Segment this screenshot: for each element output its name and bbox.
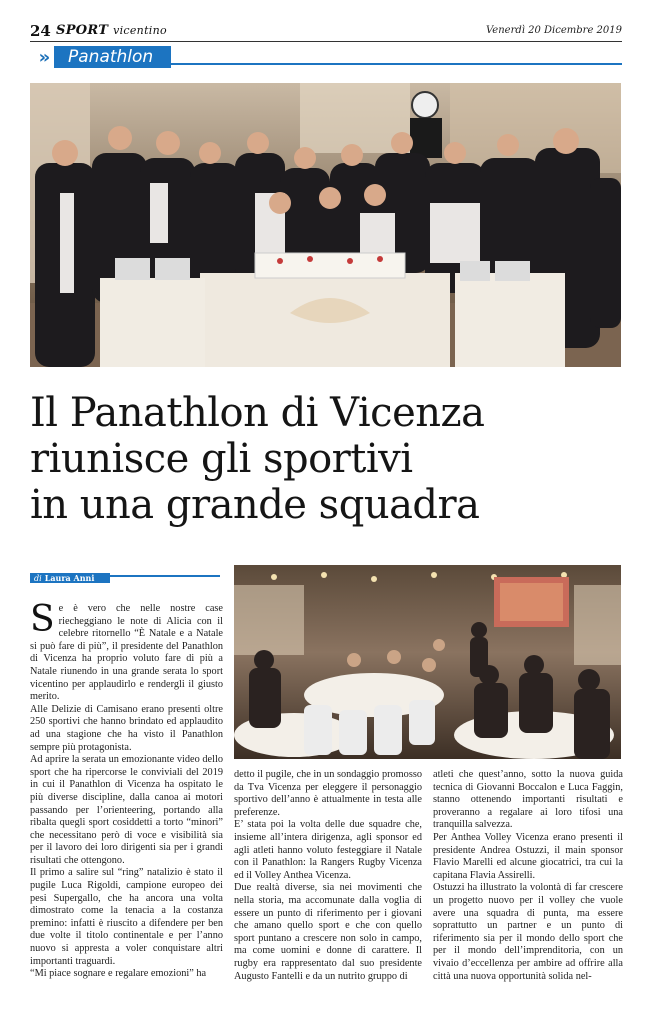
drop-cap: S: [30, 599, 55, 640]
brand-sub: vicentino: [113, 24, 167, 37]
paragraph-text: e è vero che nelle nostre case riecheggiano le note di Alicia con il celebre ritornello “È Natale e a Natale si può fare di più”, il presidente del Panathlon di Vicenza ha proprio voluto fare di più a Natale riunendo in una grande serata lo sport vicentino per applaudirlo e rendergli il giusto merito.: [30, 603, 223, 703]
group-photo: [30, 83, 621, 367]
paragraph: atleti che quest’anno, sotto la nuova guida tecnica di Giovanni Boccalon e Luca Faggin, stanno ottenendo importanti risultati e proveranno a regalare ai loro tifosi una tranquilla salvezza.: [433, 769, 623, 831]
headline-line: riunisce gli sportivi: [30, 436, 413, 482]
paragraph: Ostuzzi ha illustrato la volontà di far crescere un progetto nuovo per il volley che vuole avere una squadra di punta, ma essere soprattutto un partner e un punto di riferimento sia per il mondo dello sport che per il mondo dell’imprenditoria, con un vivaio d’eccellenza per ambire ad offrire alla città una nuova opportunità solida nel-: [433, 882, 623, 982]
author-name: Laura Anni: [44, 573, 95, 583]
section-bar: [30, 46, 622, 68]
article-column-2: [234, 769, 422, 983]
article-headline: [30, 390, 622, 528]
page-header: [30, 22, 622, 42]
paragraph: detto il pugile, che in un sondaggio promosso da Tva Vicenza per eleggere il personaggio sportivo dell’anno è attualmente in testa alle preferenze.: [234, 769, 422, 818]
section-label: Panathlon: [54, 46, 171, 68]
article-column-1: [30, 599, 223, 981]
paragraph: Il primo a salire sul “ring” natalizio è stato il pugile Luca Rigoldi, campione europeo dei pesi Supergallo, che ha ancora una volta dimostrato come la tenacia a la costanza premino: infatti è riuscito a difendere per ben due volte il titolo continentale e per l’anno nuovo si appresta a voler conquistare altri importanti traguardi.: [30, 867, 223, 967]
section-divider: [171, 63, 622, 65]
paragraph: [30, 599, 223, 704]
brand-main: SPORT: [56, 23, 109, 38]
paragraph: Per Anthea Volley Vicenza erano presenti il presidente Andrea Ostuzzi, il main sponsor Flavio Marelli ed alcune giocatrici, tra cui la capitana Flavia Assirelli.: [433, 831, 623, 881]
banquet-photo: [234, 565, 621, 759]
double-chevron-right-icon: »: [38, 46, 46, 68]
byline-label: [30, 573, 110, 583]
headline-line: in una grande squadra: [30, 482, 480, 528]
page-number: 24: [30, 22, 51, 40]
paragraph: “Mi piace sognare e regalare emozioni” ha: [30, 968, 207, 980]
issue-date: Venerdì 20 Dicembre 2019: [486, 25, 622, 36]
paragraph: Due realtà diverse, sia nei movimenti che nella storia, ma accomunate dalla voglia di essere un punto di riferimento per i giovani che amano quello sport e che con quello sport puntano a crescere non solo in campo, ma come uomini e donne di carattere. Il rugby era rappresentato dal suo presidente Augusto Fantelli e da un nutrito gruppo di: [234, 882, 422, 982]
paragraph: Ad aprire la serata un emozionante video dello sport che ha ripercorse le conviviali del 2019 in cui il Panathlon di Vicenza ha ospitato le più diverse discipline, dalla canoa ai motori passando per l’orienteering, portando alla ribalta quegli sport cosiddetti a torto “minori” che necessitano però di voce e visibilità sia per il lavoro dei loro dirigenti sia per i grandi risultati che ottengono.: [30, 754, 223, 866]
article-column-3: [433, 769, 623, 983]
publication-brand: [56, 23, 167, 38]
byline-prefix: di: [34, 574, 42, 583]
headline-line: Il Panathlon di Vicenza: [30, 390, 485, 436]
paragraph: E’ stata poi la volta delle due squadre che, insieme all’intera dirigenza, agli sponsor ed agli atleti hanno voluto festeggiare il Natale con il Panathlon: la Rangers Rugby Vicenza ed il Volley Anthea Vicenza.: [234, 819, 422, 881]
paragraph: Alle Delizie di Camisano erano presenti oltre 250 sportivi che hanno brindato ed applaudito ad una stagione che ha visto il Panathlon sempre più protagonista.: [30, 703, 223, 753]
byline: [30, 566, 220, 583]
